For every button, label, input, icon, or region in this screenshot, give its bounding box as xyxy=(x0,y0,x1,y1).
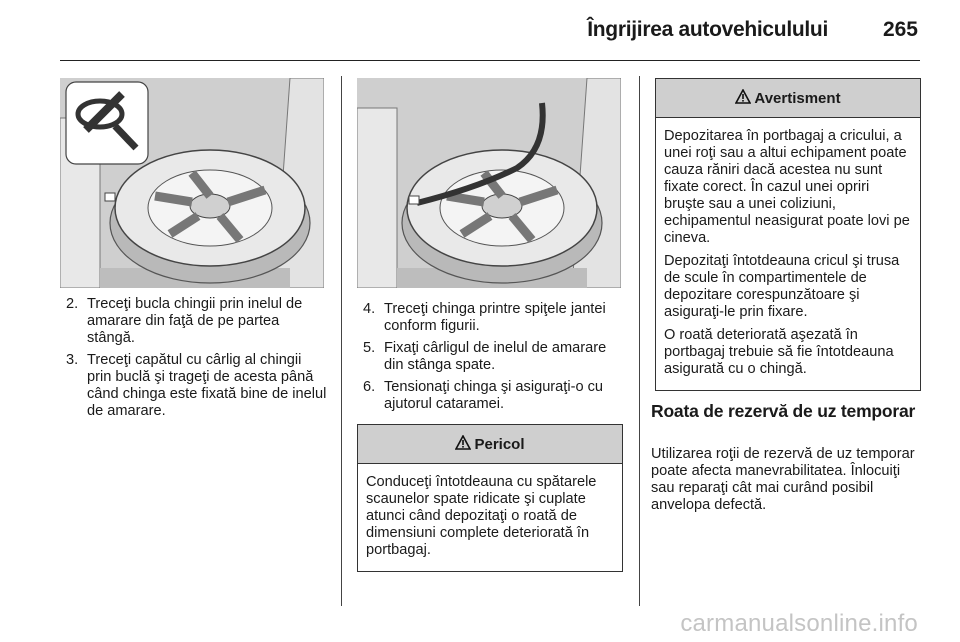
watermark-text: carmanualsonline.info xyxy=(680,610,918,637)
page-header-title: Îngrijirea autovehiculului xyxy=(587,18,828,41)
warning-paragraph-2: Depozitaţi întotdeauna cricul şi trusa de scule în compartimentele de depozitare corespunzătoare şi asiguraţi-le prin fixare. xyxy=(664,253,900,320)
figure-spare-wheel-strap-loop xyxy=(60,78,324,288)
warning-box-body xyxy=(656,118,920,390)
column-divider-left xyxy=(341,76,342,606)
danger-box-body xyxy=(358,464,622,571)
list-item xyxy=(363,379,625,413)
step-text: Treceţi bucla chingii prin inelul de amarare din faţă de pe partea stângă. xyxy=(87,296,303,346)
column-divider-right xyxy=(639,76,640,606)
step-number: 3. xyxy=(66,352,79,368)
step-number: 5. xyxy=(363,340,376,356)
danger-box-header xyxy=(358,425,622,464)
steps-list-middle xyxy=(363,301,625,418)
step-text: Treceţi chinga printre spiţele jantei conform figurii. xyxy=(384,301,606,334)
illustration-spare-wheel-2 xyxy=(357,78,621,288)
warning-paragraph-3: O roată deteriorată aşezată în portbagaj trebuie să fie întotdeauna asigurată cu o chingă. xyxy=(664,327,894,377)
warning-box-header xyxy=(656,79,920,118)
section-text: Utilizarea roţii de rezervă de uz temporar poate afecta manevrabilitatea. Înlocuiţi sau reparaţi cât mai curând posibil anvelopa defectă. xyxy=(651,446,915,513)
step-number: 4. xyxy=(363,301,376,317)
warning-triangle-icon xyxy=(455,435,471,454)
step-text: Treceţi capătul cu cârlig al chingii prin buclă şi trageţi de acesta până când chinga este fixată bine de inelul de amarare. xyxy=(87,352,327,419)
section-title: Roata de rezervă de uz temporar xyxy=(651,401,916,421)
step-number: 2. xyxy=(66,296,79,312)
danger-box-title: Pericol xyxy=(474,435,525,453)
list-item xyxy=(363,340,625,374)
step-text: Fixaţi cârligul de inelul de amarare din stânga spate. xyxy=(384,340,607,373)
warning-box xyxy=(655,78,921,391)
warning-box-title: Avertisment xyxy=(754,89,841,107)
illustration-spare-wheel-1 xyxy=(60,78,324,288)
header-divider xyxy=(60,60,920,61)
warning-paragraph-1: Depozitarea în portbagaj a cricului, a unei roţi sau a altui echipament poate cauza răniri dacă acestea nu sunt fixate corect. În cazul unei opriri bruşte sau a unei coliziuni, echipamentul neasigurat poate lovi pe cineva. xyxy=(664,128,910,246)
list-item xyxy=(363,301,625,335)
danger-box xyxy=(357,424,623,572)
list-item xyxy=(66,296,328,347)
warning-triangle-icon xyxy=(735,89,751,108)
step-text: Tensionaţi chinga şi asiguraţi-o cu ajutorul cataramei. xyxy=(384,379,604,412)
step-number: 6. xyxy=(363,379,376,395)
danger-paragraph: Conduceţi întotdeauna cu spătarele scaunelor spate ridicate şi cuplate atunci când depozitaţi o roată de dimensiuni complete deteriorată în portbagaj. xyxy=(366,474,597,558)
steps-list-left xyxy=(66,296,328,425)
list-item xyxy=(66,352,328,420)
figure-spare-wheel-strap-spokes xyxy=(357,78,621,288)
page-number: 265 xyxy=(882,18,918,41)
